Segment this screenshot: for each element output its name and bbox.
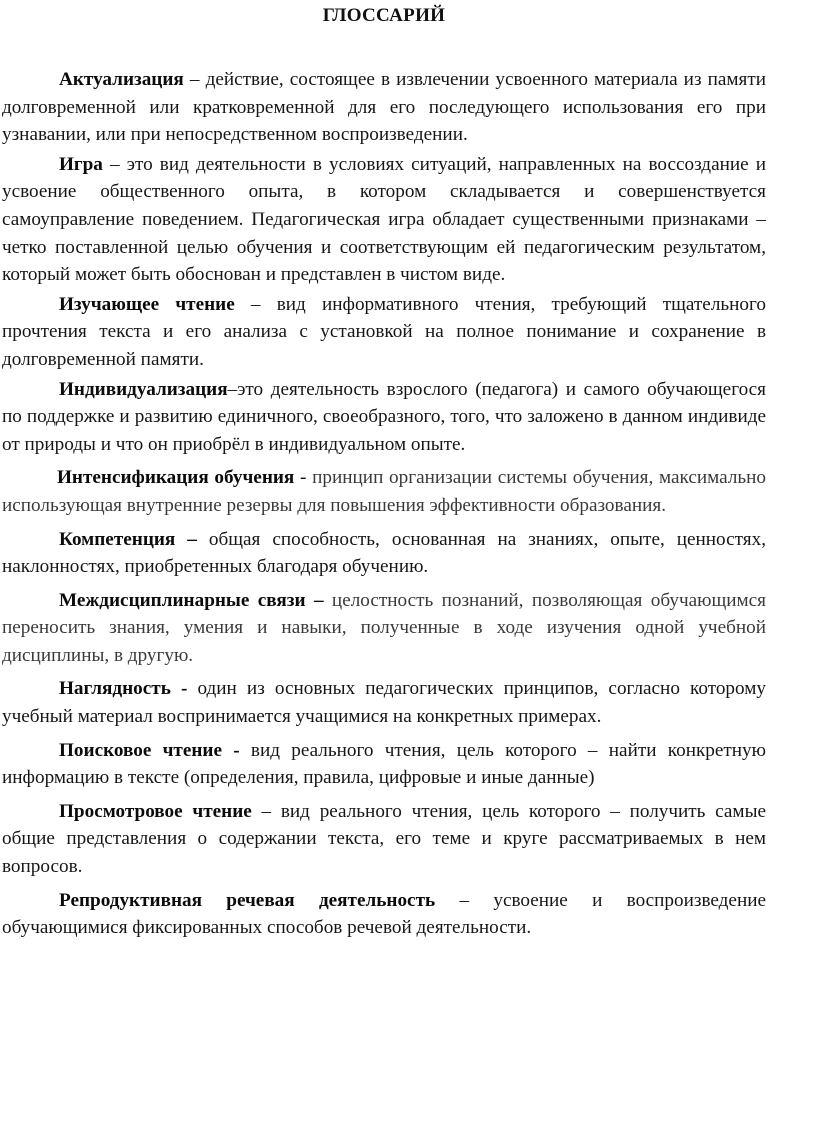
glossary-entry xyxy=(2,291,766,374)
glossary-definition: целостность познаний, позволяющая обучающимся переносить знания, умения и навыки, полученные в ходе изучения одной учебной дисциплины, в другую. xyxy=(2,589,767,666)
glossary-definition: один из основных педагогических принципов, согласно которому учебный материал воспринимается учащимися на конкретных примерах. xyxy=(2,678,766,728)
term-separator: – xyxy=(251,800,281,822)
glossary-entry xyxy=(2,376,766,459)
glossary-definition: вид реального чтения, цель которого – получить самые общие представления о содержании текста, его теме и круге рассматриваемых в нем вопросов. xyxy=(2,800,766,878)
glossary-entry xyxy=(2,526,766,581)
glossary-entry xyxy=(2,798,766,881)
term-separator xyxy=(324,590,332,611)
glossary-entry xyxy=(2,464,766,519)
glossary-term: Актуализация xyxy=(59,69,184,90)
glossary-definition: общая способность, основанная на знаниях, опыте, ценностях, наклонностях, приобретенных благодаря обучению. xyxy=(2,528,766,578)
glossary-definition: действие, состоящее в извлечении усвоенного материала из памяти долговременной или кратковременной для его последующего использования его при узнавании, или при непосредственном воспроизведении. xyxy=(2,69,767,146)
glossary-term: Наглядность - xyxy=(59,678,188,700)
term-separator xyxy=(240,740,251,761)
glossary-term: Индивидуализация xyxy=(59,378,228,400)
glossary-definition: принцип организации системы обучения, максимально использующая внутренние резервы для повышения эффективности образования. xyxy=(2,467,767,516)
glossary-entry xyxy=(2,151,766,289)
term-separator: – xyxy=(435,889,494,911)
glossary-definition: вид реального чтения, цель которого – найти конкретную информацию в тексте (определения, правила, цифровые и иные данные) xyxy=(2,739,766,789)
glossary-definition: это деятельность взрослого (педагога) и самого обучающегося по поддержке и развитию единичного, своеобразного, того, что заложено в данном индивиде от природы и что он приобрёл в индивидуальном опыте. xyxy=(2,378,766,455)
term-separator: – xyxy=(227,378,238,400)
glossary-term: Компетенция – xyxy=(59,528,197,550)
glossary-term: Междисциплинарные связи – xyxy=(59,589,324,611)
term-separator: – xyxy=(183,69,206,90)
term-separator xyxy=(197,529,209,550)
glossary-term: Поисковое чтение - xyxy=(59,739,240,761)
glossary-term: Интенсификация обучения xyxy=(57,467,295,489)
glossary-definition: это вид деятельности в условиях ситуаций, направленных на воссоздание и усвоение общественного опыта, в котором складывается и совершенствуется самоуправление поведением. Педагогическая игра обладает существенными признаками – четко поставленной целью обучения и соответствующим ей педагогическим результатом, который может быть обоснован и представлен в чистом виде. xyxy=(2,153,767,286)
glossary-term: Просмотровое чтение xyxy=(59,800,252,822)
glossary-term: Игра xyxy=(59,153,103,175)
glossary-term: Изучающее чтение xyxy=(59,293,235,315)
term-separator xyxy=(187,678,197,699)
glossary-entry xyxy=(2,66,766,149)
glossary-entry xyxy=(2,675,766,730)
term-separator: - xyxy=(294,467,313,489)
glossary-term: Репродуктивная речевая деятельность xyxy=(59,889,436,911)
glossary-entry xyxy=(2,587,766,670)
glossary-definition: вид информативного чтения, требующий тщательного прочтения текста и его анализа с установкой на полное понимание и сохранение в долговременной памяти. xyxy=(2,293,766,370)
page-title: ГЛОССАРИЙ xyxy=(322,5,446,26)
glossary-definition: усвоение и воспроизведение обучающимися фиксированных способов речевой деятельности. xyxy=(2,889,766,939)
glossary-entry xyxy=(2,887,766,942)
glossary-entry xyxy=(2,737,766,792)
term-separator: – xyxy=(102,153,127,175)
term-separator: – xyxy=(234,293,277,315)
